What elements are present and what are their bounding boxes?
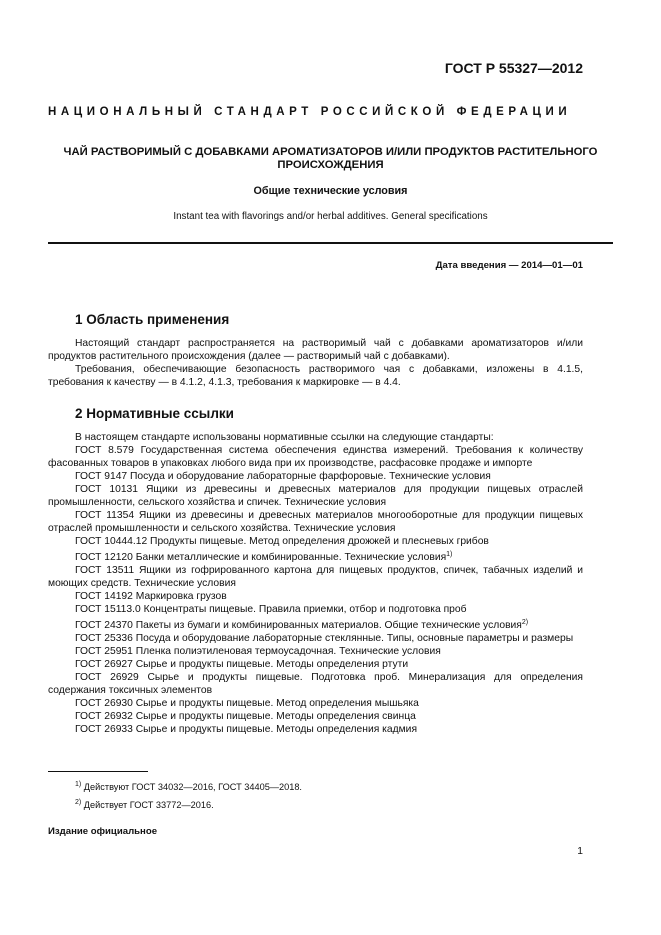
standard-code: ГОСТ Р 55327—2012 (444, 60, 583, 76)
section-1-paragraph-2: Требования, обеспечивающие безопасность растворимого чая с добавками, изложены в 4.1.5, требования к качеству — в 4.1.2, 4.1.3, требования к маркировке — в 4.4. (48, 364, 583, 388)
footnotes (75, 777, 302, 813)
reference-item: ГОСТ 15113.0 Концентраты пищевые. Правила приемки, отбор и подготовка проб (75, 604, 467, 615)
document-subtitle: Общие технические условия (253, 185, 408, 197)
normative-references (48, 431, 583, 736)
footnote-text: Действуют ГОСТ 34032—2016, ГОСТ 34405—2018. (83, 782, 302, 792)
references-intro: В настоящем стандарте использованы нормативные ссылки на следующие стандарты: (75, 432, 494, 443)
footnote-mark: 2) (75, 799, 82, 806)
footnote-2 (75, 795, 302, 813)
footnote-mark: 1) (75, 781, 82, 788)
footnote-marker: 1) (446, 551, 453, 558)
reference-item: ГОСТ 9147 Посуда и оборудование лабораторные фарфоровые. Технические условия (75, 471, 491, 482)
reference-item (48, 616, 583, 632)
reference-item: ГОСТ 26929 Сырье и продукты пищевые. Подготовка проб. Минерализация для определения содержания токсичных элементов (48, 672, 583, 696)
title-line-2: ПРОИСХОЖДЕНИЯ (277, 159, 384, 171)
footnote-divider (48, 771, 148, 772)
footnote-1 (75, 777, 302, 795)
reference-text: ГОСТ 12120 Банки металлические и комбинированные. Технические условия (75, 552, 447, 563)
reference-item: ГОСТ 25951 Пленка полиэтиленовая термоусадочная. Технические условия (75, 646, 441, 657)
section-1-paragraph-1: Настоящий стандарт распространяется на растворимый чай с добавками ароматизаторов и/или продуктов растительного происхождения (далее — растворимый чай с добавками). (48, 338, 583, 362)
title-divider (48, 242, 613, 244)
introduction-date: Дата введения — 2014—01—01 (435, 260, 583, 271)
reference-item: ГОСТ 10131 Ящики из древесины и древесных материалов для продукции пищевых отраслей промышленности, сельского хозяйства и спичек. Технические условия (48, 484, 583, 508)
reference-item (48, 548, 583, 564)
official-edition-label: Издание официальное (48, 826, 158, 837)
reference-item: ГОСТ 10444.12 Продукты пищевые. Метод определения дрожжей и плесневых грибов (75, 536, 489, 547)
section-1-heading: 1 Область применения (75, 312, 230, 327)
document-title (48, 146, 613, 172)
reference-item: ГОСТ 13511 Ящики из гофрированного картона для пищевых продуктов, спичек, табачных изделий и моющих средств. Технические условия (48, 565, 583, 589)
section-2-heading: 2 Нормативные ссылки (75, 406, 234, 421)
reference-item: ГОСТ 26930 Сырье и продукты пищевые. Метод определения мышьяка (75, 698, 419, 709)
reference-item: ГОСТ 26932 Сырье и продукты пищевые. Методы определения свинца (75, 711, 416, 722)
footnote-marker: 2) (521, 619, 529, 626)
title-line-1: ЧАЙ РАСТВОРИМЫЙ С ДОБАВКАМИ АРОМАТИЗАТОРОВ И/ИЛИ ПРОДУКТОВ РАСТИТЕЛЬНОГО (63, 146, 598, 158)
reference-item: ГОСТ 26927 Сырье и продукты пищевые. Методы определения ртути (75, 659, 409, 670)
reference-item: ГОСТ 11354 Ящики из древесины и древесных материалов многооборотные для продукции пищевых отраслей промышленности и сельского хозяйства. Технические условия (48, 510, 583, 534)
section-1-body (48, 337, 583, 389)
page-number: 1 (577, 846, 583, 857)
reference-text: ГОСТ 24370 Пакеты из бумаги и комбинированных материалов. Общие технические условия (75, 620, 522, 631)
reference-item: ГОСТ 26933 Сырье и продукты пищевые. Методы определения кадмия (75, 724, 418, 735)
reference-item: ГОСТ 8.579 Государственная система обеспечения единства измерений. Требования к количеству фасованных товаров в упаковках любого вида при их производстве, расфасовке продаже и импорте (48, 445, 583, 469)
national-standard-banner: НАЦИОНАЛЬНЫЙ СТАНДАРТ РОССИЙСКОЙ ФЕДЕРАЦИИ (48, 106, 572, 118)
reference-item: ГОСТ 25336 Посуда и оборудование лабораторные стеклянные. Типы, основные параметры и размеры (75, 633, 574, 644)
english-title: Instant tea with flavorings and/or herbal additives. General specifications (173, 211, 488, 222)
footnote-text: Действует ГОСТ 33772—2016. (83, 800, 214, 810)
reference-item: ГОСТ 14192 Маркировка грузов (75, 591, 227, 602)
